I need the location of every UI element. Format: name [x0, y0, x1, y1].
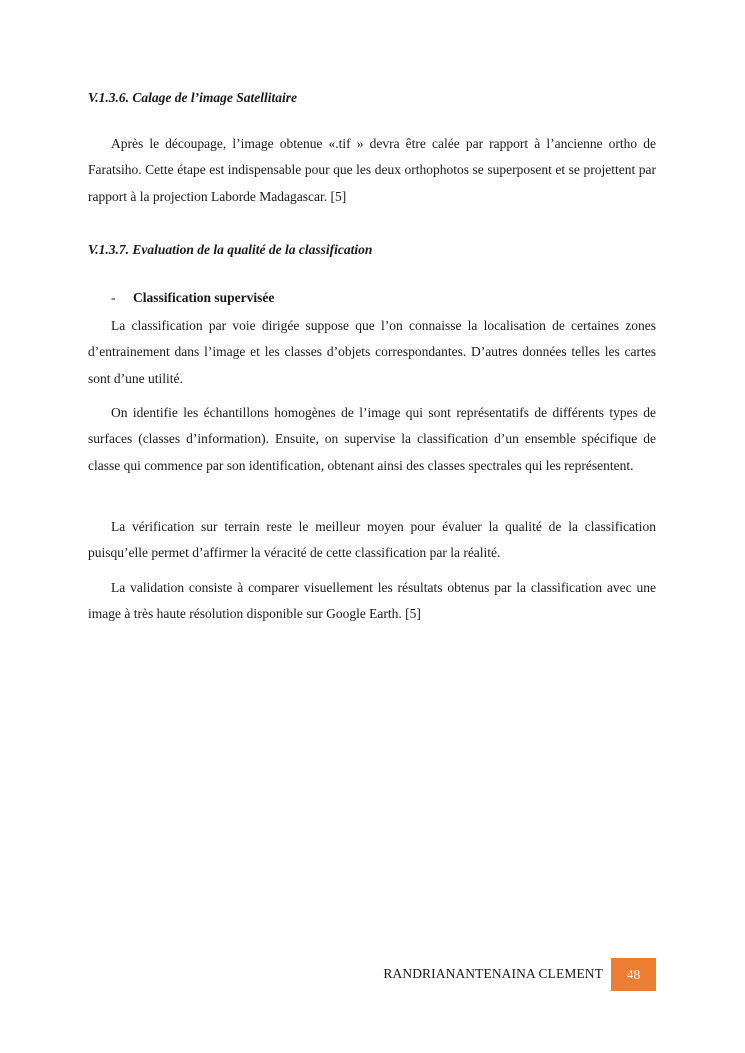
paragraph-echantillons: On identifie les échantillons homogènes de l’image qui sont représentatifs de différents types de surfaces (classes d’information). Ensuite, on supervise la classification d’un ensemble spécifique de classe qui commence par son identification, obtenant ainsi des classes spectrales qui les représentent. [88, 405, 656, 473]
document-page [88, 0, 656, 1053]
footer-author: RANDRIANANTENAINA CLEMENT [383, 966, 603, 981]
paragraph-validation: La validation consiste à comparer visuellement les résultats obtenus par la classification avec une image à très haute résolution disponible sur Google Earth. [5] [88, 580, 656, 622]
footer-page-number: 48 [611, 958, 656, 991]
bullet-item-classification [111, 289, 274, 307]
bullet-label: Classification supervisée [133, 290, 275, 305]
paragraph-verification: La vérification sur terrain reste le meilleur moyen pour évaluer la qualité de la classification puisqu’elle permet d’affirmer la véracité de cette classification par la réalité. [88, 519, 656, 561]
bullet-dash: - [111, 290, 116, 305]
paragraph-classification-dirigee: La classification par voie dirigée suppose que l’on connaisse la localisation de certaines zones d’entrainement dans l’image et les classes d’objets correspondantes. D’autres données telles les cartes sont d’une utilité. [88, 318, 656, 386]
section-heading-evaluation: V.1.3.7. Evaluation de la qualité de la classification [88, 242, 373, 257]
section-heading-calage: V.1.3.6. Calage de l’image Satellitaire [88, 90, 297, 105]
paragraph-calage: Après le découpage, l’image obtenue «.tif » devra être calée par rapport à l’ancienne ortho de Faratsiho. Cette étape est indispensable pour que les deux orthophotos se superposent et se projettent par rapport à la projection Laborde Madagascar. [5] [88, 136, 656, 204]
